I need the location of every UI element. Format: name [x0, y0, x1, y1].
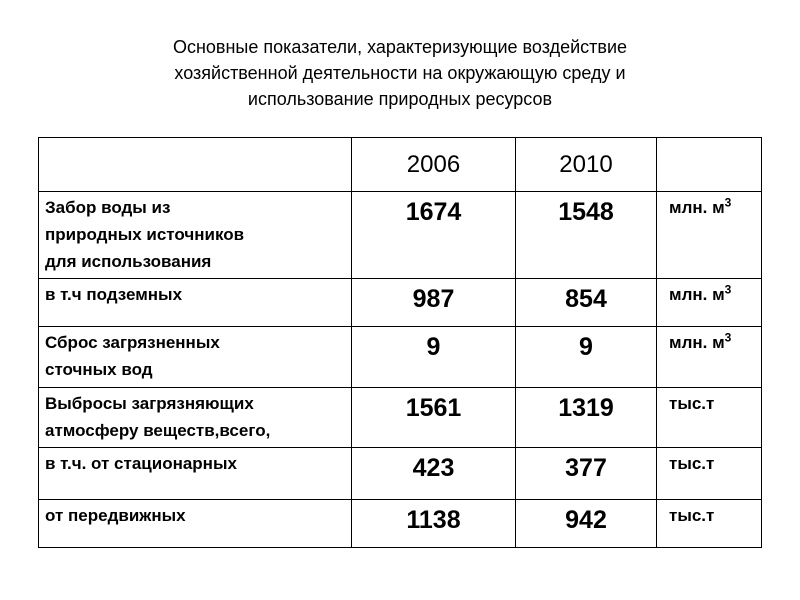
row-label — [39, 279, 352, 327]
row-label-line: Забор воды из — [45, 198, 171, 217]
value-2006: 9 — [352, 327, 516, 388]
indicators-table — [38, 137, 762, 548]
row-label-line: сточных вод — [45, 360, 153, 379]
unit-text: млн. м — [669, 333, 725, 352]
value-2006: 1674 — [352, 192, 516, 279]
row-label-line: атмосферу веществ,всего, — [45, 421, 271, 440]
unit-cell — [657, 279, 762, 327]
header-year-2006: 2006 — [352, 138, 516, 192]
row-label-line: Выбросы загрязняющих — [45, 394, 254, 413]
row-label-line: для использования — [45, 252, 212, 271]
unit-superscript: 3 — [724, 195, 732, 210]
row-label-line: природных источников — [45, 225, 245, 244]
unit-cell — [657, 388, 762, 448]
unit-superscript: 3 — [724, 282, 732, 297]
table-row — [39, 448, 762, 500]
row-label-line: Сброс загрязненных — [45, 333, 220, 352]
table-row — [39, 388, 762, 448]
row-label-line: в т.ч. от стационарных — [45, 454, 237, 473]
unit-cell — [657, 448, 762, 500]
unit-cell — [657, 500, 762, 548]
value-2010: 942 — [516, 500, 657, 548]
value-2010: 9 — [516, 327, 657, 388]
value-2006: 1138 — [352, 500, 516, 548]
header-year-2010: 2010 — [516, 138, 657, 192]
header-label-cell — [39, 138, 352, 192]
unit-superscript: 3 — [724, 330, 732, 345]
row-label — [39, 388, 352, 448]
value-2006: 423 — [352, 448, 516, 500]
value-2006: 987 — [352, 279, 516, 327]
slide-title — [60, 34, 740, 112]
value-2010: 377 — [516, 448, 657, 500]
row-label — [39, 192, 352, 279]
row-label-line: от передвижных — [45, 506, 186, 525]
unit-cell — [657, 327, 762, 388]
unit-text: тыс.т — [669, 454, 715, 473]
unit-cell — [657, 192, 762, 279]
title-line-3: использование природных ресурсов — [247, 89, 553, 109]
value-2010: 1548 — [516, 192, 657, 279]
table-row — [39, 279, 762, 327]
title-line-1: Основные показатели, характеризующие воздействие — [172, 37, 628, 57]
unit-text: млн. м — [669, 198, 725, 217]
table-row — [39, 500, 762, 548]
title-line-2: хозяйственной деятельности на окружающую среду и — [174, 63, 626, 83]
unit-text: тыс.т — [669, 506, 715, 525]
row-label-line: в т.ч подземных — [45, 285, 183, 304]
table-row — [39, 327, 762, 388]
value-2010: 854 — [516, 279, 657, 327]
row-label — [39, 327, 352, 388]
unit-text: млн. м — [669, 285, 725, 304]
row-label — [39, 448, 352, 500]
header-unit-cell — [657, 138, 762, 192]
row-label — [39, 500, 352, 548]
unit-text: тыс.т — [669, 394, 715, 413]
value-2006: 1561 — [352, 388, 516, 448]
table-header-row — [39, 138, 762, 192]
table-row — [39, 192, 762, 279]
value-2010: 1319 — [516, 388, 657, 448]
